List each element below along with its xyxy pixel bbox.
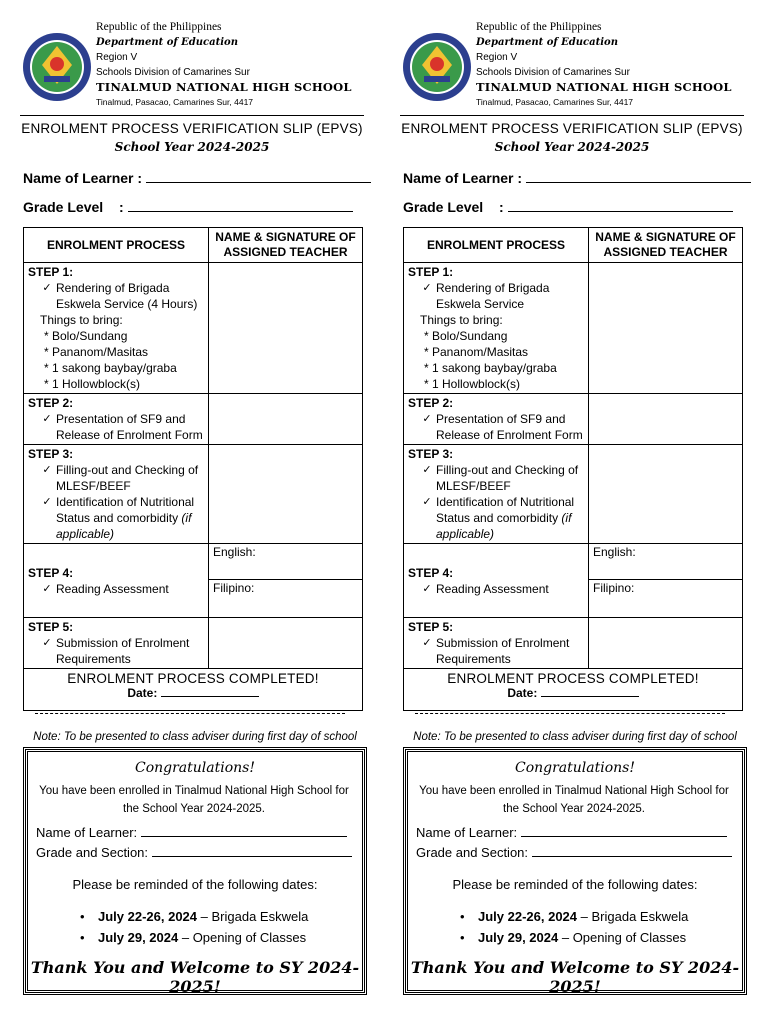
date-item xyxy=(80,909,308,924)
step5-row xyxy=(24,618,363,669)
cut-line xyxy=(415,713,725,714)
check-icon: ✓ xyxy=(422,413,432,425)
step1-label: STEP 1: xyxy=(28,265,74,279)
step5-row xyxy=(404,618,743,669)
step2-item: Presentation of SF9 and Release of Enrolment Form xyxy=(436,412,583,442)
check-icon: ✓ xyxy=(422,496,432,508)
check-icon: ✓ xyxy=(42,464,52,476)
grade-level-field[interactable] xyxy=(403,199,733,215)
congrats-learner-blank[interactable] xyxy=(521,824,727,837)
col-teacher-signature: NAME & SIGNATURE OF ASSIGNED TEACHER xyxy=(589,228,743,263)
step5-item: Submission of Enrolment Requirements xyxy=(436,636,570,666)
step2-label: STEP 2: xyxy=(408,396,454,410)
check-icon: ✓ xyxy=(42,582,52,595)
bullet-icon: • xyxy=(80,909,85,924)
department-text: Department of Education xyxy=(96,37,238,48)
step3-signature-cell[interactable] xyxy=(589,445,743,544)
step2-signature-cell[interactable] xyxy=(209,394,363,445)
step2-row xyxy=(404,394,743,445)
epvs-slip-left xyxy=(20,0,364,1024)
completed-row xyxy=(404,669,743,711)
date-blank[interactable] xyxy=(161,686,259,697)
learner-name-field[interactable] xyxy=(403,170,751,186)
step1-signature-cell[interactable] xyxy=(209,263,363,394)
step3-label: STEP 3: xyxy=(408,447,454,461)
filipino-signature-cell[interactable]: Filipino: xyxy=(593,581,635,595)
completed-row xyxy=(24,669,363,711)
department-text: Department of Education xyxy=(476,37,618,48)
step4-item: Reading Assessment xyxy=(436,581,549,596)
step2-label: STEP 2: xyxy=(28,396,74,410)
note-text: Note: To be presented to class adviser during first day of school xyxy=(33,731,357,743)
congrats-title: Congratulations! xyxy=(135,760,255,776)
congratulations-card xyxy=(25,749,365,996)
completed-text: ENROLMENT PROCESS COMPLETED! xyxy=(447,671,699,686)
check-icon: ✓ xyxy=(422,464,432,476)
slip-title: ENROLMENT PROCESS VERIFICATION SLIP (EPVS) xyxy=(21,121,363,136)
date-item xyxy=(460,909,688,924)
step1-signature-cell[interactable] xyxy=(589,263,743,394)
bring-item: * 1 Hollowblock(s) xyxy=(424,377,521,391)
remind-text: Please be reminded of the following dates: xyxy=(452,877,698,892)
learner-name-blank[interactable] xyxy=(146,170,371,183)
date1-event: – Brigada Eskwela xyxy=(577,909,689,924)
remind-text: Please be reminded of the following dates: xyxy=(72,877,318,892)
step4-row xyxy=(404,544,743,618)
congrats-section-field[interactable] xyxy=(36,844,352,860)
step3-item2-note: (if applicable) xyxy=(56,511,192,541)
bring-item: * 1 Hollowblock(s) xyxy=(44,377,141,391)
step3-row xyxy=(404,445,743,544)
congrats-section-field[interactable] xyxy=(416,844,732,860)
congrats-message: You have been enrolled in Tinalmud National High School for the School Year 2024-2025. xyxy=(419,785,729,815)
grade-level-blank[interactable] xyxy=(128,199,353,212)
bullet-icon: • xyxy=(460,909,465,924)
school-name: TINALMUD NATIONAL HIGH SCHOOL xyxy=(96,80,352,94)
learner-name-label: Name of Learner : xyxy=(23,170,143,186)
english-signature-cell[interactable]: English: xyxy=(209,544,362,580)
step5-label: STEP 5: xyxy=(408,620,454,634)
bullet-icon: • xyxy=(460,930,465,945)
check-icon: ✓ xyxy=(42,637,52,649)
school-seal-icon xyxy=(402,32,472,102)
republic-text: Republic of the Philippines xyxy=(476,21,602,33)
check-icon: ✓ xyxy=(42,496,52,508)
congrats-message: You have been enrolled in Tinalmud National High School for the School Year 2024-2025. xyxy=(39,785,349,815)
date-label: Date: xyxy=(507,686,538,700)
bring-item: * 1 sakong baybay/graba xyxy=(424,361,557,375)
step5-signature-cell[interactable] xyxy=(589,618,743,669)
bring-item: * Bolo/Sundang xyxy=(424,329,508,343)
step4-label: STEP 4: xyxy=(28,565,74,580)
step2-row xyxy=(24,394,363,445)
step3-item1: Filling-out and Checking of MLESF/BEEF xyxy=(436,463,579,493)
date1-event: – Brigada Eskwela xyxy=(197,909,309,924)
congrats-learner-blank[interactable] xyxy=(141,824,347,837)
school-address: Tinalmud, Pasacao, Camarines Sur, 4417 xyxy=(476,97,634,107)
division-text: Schools Division of Camarines Sur xyxy=(476,67,630,78)
things-to-bring: Things to bring: xyxy=(40,313,123,327)
congrats-section-label: Grade and Section: xyxy=(416,845,529,860)
school-seal-icon xyxy=(22,32,92,102)
bring-item: * Pananom/Masitas xyxy=(44,345,149,359)
step3-row xyxy=(24,445,363,544)
col-teacher-signature: NAME & SIGNATURE OF ASSIGNED TEACHER xyxy=(209,228,363,263)
date2-value: July 29, 2024 xyxy=(98,930,179,945)
step4-row xyxy=(24,544,363,618)
step5-label: STEP 5: xyxy=(28,620,74,634)
step3-item1: Filling-out and Checking of MLESF/BEEF xyxy=(56,463,199,493)
grade-level-blank[interactable] xyxy=(508,199,733,212)
check-icon: ✓ xyxy=(422,282,432,294)
grade-level-colon: : xyxy=(119,199,124,215)
school-address: Tinalmud, Pasacao, Camarines Sur, 4417 xyxy=(96,97,254,107)
filipino-signature-cell[interactable]: Filipino: xyxy=(213,581,255,595)
school-year: School Year 2024-2025 xyxy=(494,140,650,154)
step1-row xyxy=(404,263,743,394)
school-year: School Year 2024-2025 xyxy=(114,140,270,154)
date2-event: – Opening of Classes xyxy=(178,930,307,945)
note-text: Note: To be presented to class adviser during first day of school xyxy=(413,731,737,743)
date2-event: – Opening of Classes xyxy=(558,930,687,945)
col-enrolment-process: ENROLMENT PROCESS xyxy=(24,228,209,263)
congrats-learner-label: Name of Learner: xyxy=(36,825,138,840)
congrats-title: Congratulations! xyxy=(515,760,635,776)
step4-item: Reading Assessment xyxy=(56,581,169,596)
grade-level-field[interactable] xyxy=(23,199,353,215)
republic-text: Republic of the Philippines xyxy=(96,21,222,33)
step5-signature-cell[interactable] xyxy=(209,618,363,669)
grade-level-label: Grade Level xyxy=(23,199,104,215)
school-header xyxy=(400,14,744,114)
bring-item: * 1 sakong baybay/graba xyxy=(44,361,177,375)
region-text: Region V xyxy=(96,52,138,63)
school-header xyxy=(20,14,364,114)
english-signature-cell[interactable]: English: xyxy=(589,544,742,580)
date-item xyxy=(460,930,686,945)
step1-item: Rendering of Brigada Eskwela Service (4 Hours) xyxy=(56,281,198,311)
check-icon: ✓ xyxy=(422,582,432,595)
division-text: Schools Division of Camarines Sur xyxy=(96,67,250,78)
cut-line xyxy=(35,713,345,714)
check-icon: ✓ xyxy=(422,637,432,649)
step3-item2: Identification of Nutritional Status and comorbidity xyxy=(56,495,195,525)
congrats-learner-label: Name of Learner: xyxy=(416,825,518,840)
bring-item: * Bolo/Sundang xyxy=(44,329,128,343)
enrolment-process-table xyxy=(403,227,743,711)
header-divider xyxy=(400,115,744,116)
step1-item: Rendering of Brigada Eskwela Service xyxy=(436,281,550,311)
check-icon: ✓ xyxy=(42,413,52,425)
thanks-text: Thank You and Welcome to SY 2024-2025! xyxy=(30,958,360,996)
header-divider xyxy=(20,115,364,116)
step3-label: STEP 3: xyxy=(28,447,74,461)
check-icon: ✓ xyxy=(42,282,52,294)
learner-name-field[interactable] xyxy=(23,170,371,186)
things-to-bring: Things to bring: xyxy=(420,313,503,327)
date-blank[interactable] xyxy=(541,686,639,697)
congrats-section-blank[interactable] xyxy=(532,844,732,857)
step2-signature-cell[interactable] xyxy=(589,394,743,445)
step3-signature-cell[interactable] xyxy=(209,445,363,544)
congrats-section-blank[interactable] xyxy=(152,844,352,857)
date1-value: July 22-26, 2024 xyxy=(478,909,578,924)
date1-value: July 22-26, 2024 xyxy=(98,909,198,924)
col-enrolment-process: ENROLMENT PROCESS xyxy=(404,228,589,263)
learner-name-label: Name of Learner : xyxy=(403,170,523,186)
step3-item2: Identification of Nutritional Status and comorbidity xyxy=(436,495,575,525)
congratulations-card xyxy=(405,749,745,996)
completed-text: ENROLMENT PROCESS COMPLETED! xyxy=(67,671,319,686)
congrats-section-label: Grade and Section: xyxy=(36,845,149,860)
region-text: Region V xyxy=(476,52,518,63)
step2-item: Presentation of SF9 and Release of Enrolment Form xyxy=(56,412,203,442)
congrats-learner-field[interactable] xyxy=(36,824,347,840)
school-name: TINALMUD NATIONAL HIGH SCHOOL xyxy=(476,80,732,94)
step1-row xyxy=(24,263,363,394)
step3-item2-note: (if applicable) xyxy=(436,511,572,541)
bullet-icon: • xyxy=(80,930,85,945)
step1-label: STEP 1: xyxy=(408,265,454,279)
step4-label: STEP 4: xyxy=(408,565,454,580)
congrats-learner-field[interactable] xyxy=(416,824,727,840)
date-label: Date: xyxy=(127,686,158,700)
grade-level-colon: : xyxy=(499,199,504,215)
thanks-text: Thank You and Welcome to SY 2024-2025! xyxy=(410,958,740,996)
slip-title: ENROLMENT PROCESS VERIFICATION SLIP (EPVS) xyxy=(401,121,743,136)
bring-item: * Pananom/Masitas xyxy=(424,345,529,359)
date-item xyxy=(80,930,306,945)
step5-item: Submission of Enrolment Requirements xyxy=(56,636,190,666)
date2-value: July 29, 2024 xyxy=(478,930,559,945)
grade-level-label: Grade Level xyxy=(403,199,484,215)
epvs-slip-right xyxy=(400,0,744,1024)
learner-name-blank[interactable] xyxy=(526,170,751,183)
enrolment-process-table xyxy=(23,227,363,711)
